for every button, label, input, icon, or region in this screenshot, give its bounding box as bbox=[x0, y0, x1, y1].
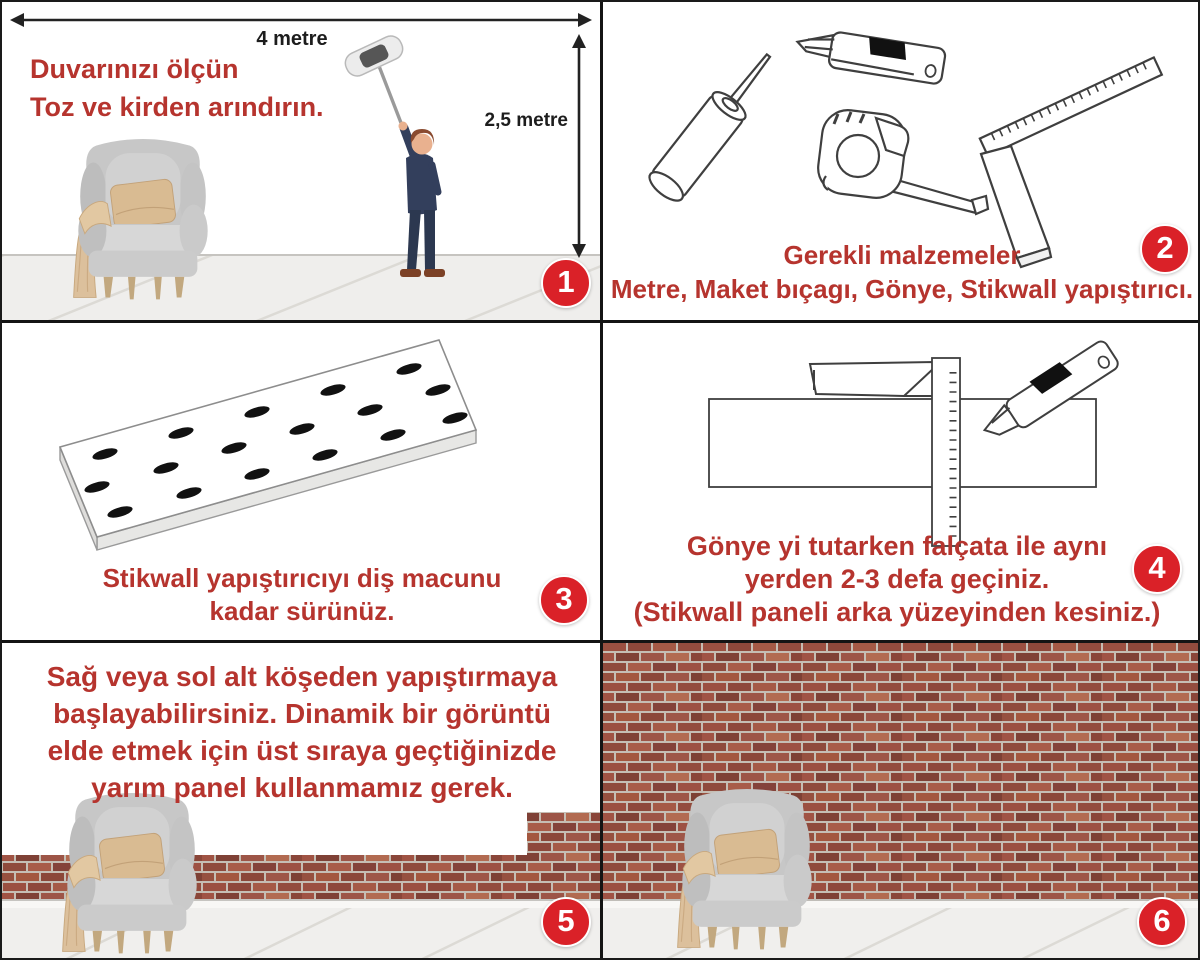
step-2-badge: 2 bbox=[1140, 224, 1190, 274]
instruction-line: Stikwall yapıştırıcıyı diş macunu bbox=[102, 563, 502, 593]
step-3-badge: 3 bbox=[539, 575, 589, 625]
step-2-panel bbox=[602, 2, 1200, 322]
instruction-line: yarım panel kullanmamız gerek. bbox=[91, 772, 513, 803]
instruction-line: yerden 2-3 defa geçiniz. bbox=[744, 564, 1050, 594]
man-cleaning-wall bbox=[399, 122, 446, 278]
step-6-badge: 6 bbox=[1137, 897, 1187, 947]
instruction-line: Sağ veya sol alt köşeden yapıştırmaya bbox=[46, 661, 558, 692]
instruction-line: (Stikwall paneli arka yüzeyinden kesiniz.) bbox=[633, 597, 1161, 627]
step-4-panel bbox=[602, 322, 1200, 642]
vertical-divider bbox=[600, 2, 603, 960]
adhesive-tube-icon bbox=[645, 43, 784, 206]
step-4-instruction bbox=[612, 530, 1182, 629]
horizontal-dimension-arrow bbox=[10, 13, 592, 27]
instruction-line: Toz ve kirden arındırın. bbox=[30, 92, 324, 122]
step-3-panel bbox=[2, 322, 602, 642]
step-5-instruction bbox=[2, 658, 602, 806]
wall-width-label: 4 metre bbox=[256, 28, 328, 50]
instruction-line: Duvarınızı ölçün bbox=[30, 54, 239, 84]
finished-brick-wall-room bbox=[602, 642, 1200, 960]
horizontal-divider bbox=[2, 320, 1200, 323]
instruction-line: kadar sürünüz. bbox=[209, 596, 395, 626]
instruction-line: elde etmek için üst sıraya geçtiğinizde bbox=[47, 735, 557, 766]
vertical-dimension-arrow bbox=[572, 34, 586, 258]
step-3-instruction bbox=[12, 562, 592, 628]
step-5-panel bbox=[2, 642, 602, 960]
instruction-line: başlayabilirsiniz. Dinamik bir görüntü bbox=[53, 698, 551, 729]
instruction-line: Gerekli malzemeler bbox=[783, 240, 1021, 270]
step-6-panel bbox=[602, 642, 1200, 960]
wall-height-label: 2,5 metre bbox=[484, 110, 568, 131]
armchair bbox=[74, 139, 208, 299]
step-1-panel bbox=[2, 2, 602, 322]
armchair bbox=[678, 789, 812, 949]
carpenter-square-icon bbox=[980, 57, 1162, 267]
step-1-badge: 1 bbox=[541, 258, 591, 308]
step-5-badge: 5 bbox=[541, 897, 591, 947]
utility-knife-icon bbox=[794, 26, 946, 85]
step-2-instruction bbox=[602, 238, 1200, 306]
step-4-badge: 4 bbox=[1132, 544, 1182, 594]
step-1-instruction bbox=[30, 50, 324, 126]
tape-measure-icon bbox=[815, 107, 988, 214]
instruction-line: Gönye yi tutarken falçata ile aynı bbox=[686, 531, 1108, 561]
brick-corner-stack bbox=[527, 812, 602, 855]
armchair bbox=[63, 793, 197, 953]
instruction-line: Metre, Maket bıçagı, Gönye, Stikwall yapıştırıcı. bbox=[610, 274, 1194, 304]
horizontal-divider bbox=[2, 640, 1200, 643]
